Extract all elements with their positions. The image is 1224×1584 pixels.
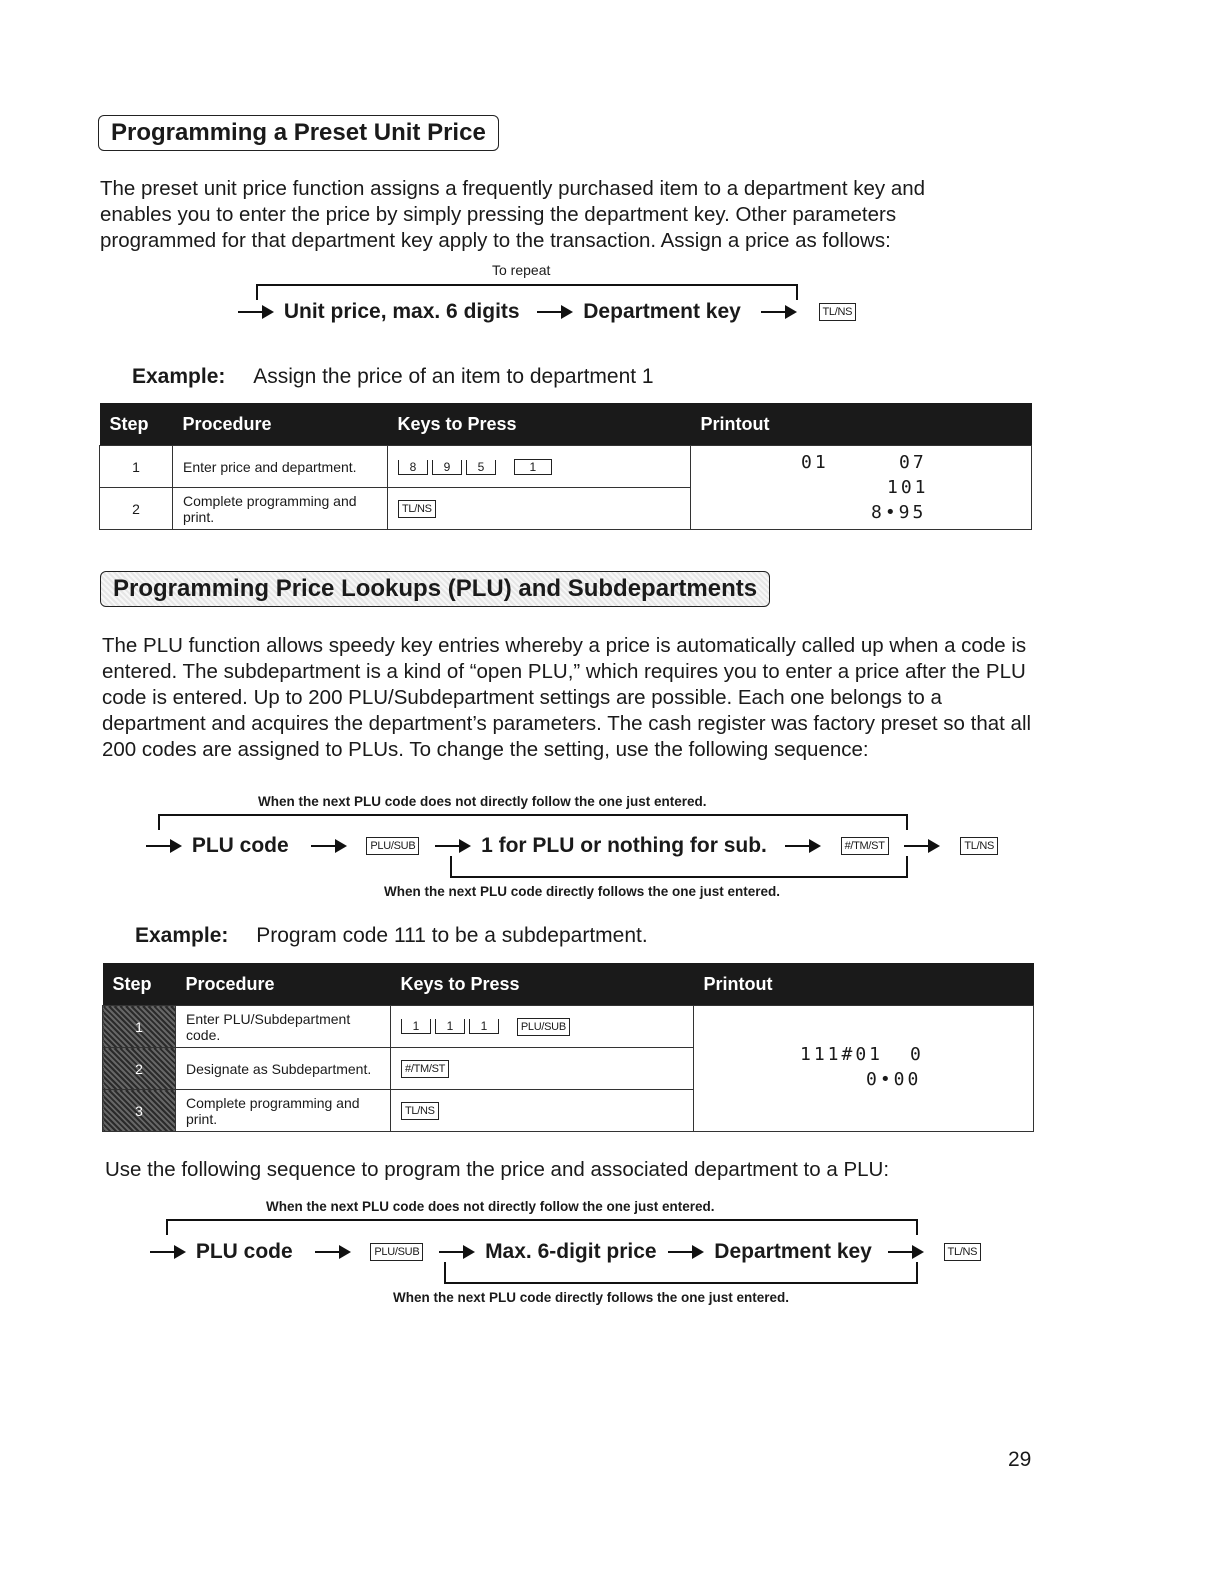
table-row [103,1006,1034,1048]
arrow-icon [435,845,469,847]
arrow-icon [904,845,938,847]
arrow-icon [238,311,272,313]
page-number: 29 [1008,1448,1032,1471]
flow-step-plu-or-sub: 1 for PLU or nothing for sub. [481,834,767,857]
printout-cell [694,1006,1034,1132]
flow-bottom-label: When the next PLU code directly follows the one just entered. [384,884,781,899]
example-2 [135,924,648,948]
procedure-text: Complete programming and print. [173,488,388,530]
arrow-icon [888,1251,922,1253]
printout-line: 101 [887,477,929,498]
printout-line: 0•00 [866,1068,922,1090]
arrow-icon [150,1251,184,1253]
flow-step-department-key: Department key [714,1240,872,1263]
flow-step-plu-code: PLU code [195,1240,293,1263]
example-label: Example: [135,924,229,947]
flow-step-price: Max. 6-digit price [485,1240,657,1263]
plu-paragraph: The PLU function allows speedy key entries whereby a price is automatically called up when a code is entered. The subdepartment is a kind of “open PLU,” which requires you to enter a price after the PLU code is entered. Up to 200 PLU/Subdepartment settings are possible. Each one belongs to a department and acquires the department’s parameters. The cash register was factory preset so that all 200 codes are assigned to PLUs. To change the setting, use the following sequence: [102,634,1032,761]
subdepartment-table [102,963,1034,1132]
loop-line-top [166,1219,918,1235]
printout-line: 8•95 [871,502,927,523]
plu-setting-flow [146,834,998,858]
col-header-step: Step [103,963,176,1006]
procedure-text: Designate as Subdepartment. [176,1048,391,1090]
example-1 [132,365,654,389]
col-header-procedure: Procedure [176,963,391,1006]
dept-1-key-icon: 1 [514,459,552,475]
arrow-icon [146,845,180,847]
preset-price-table [99,403,1032,530]
plu-price-paragraph: Use the following sequence to program the price and associated department to a PLU: [105,1158,890,1181]
tmst-key-icon: #/TM/ST [841,837,889,855]
key-1-icon: 1 [401,1019,431,1034]
arrow-icon [537,311,571,313]
plu-sub-key-icon: PLU/SUB [370,1243,423,1261]
arrow-icon [668,1251,702,1253]
arrow-icon [439,1251,473,1253]
tlns-key-icon: TL/NS [401,1102,439,1120]
key-1-icon: 1 [469,1019,499,1034]
repeat-label: To repeat [492,262,551,278]
loop-line-top [158,814,908,830]
flow-bottom-label: When the next PLU code directly follows the one just entered. [393,1290,790,1305]
plu-sub-key-icon: PLU/SUB [366,837,419,855]
step-number: 1 [100,446,173,488]
printout-cell [691,446,1032,530]
loop-line-bottom [444,1262,918,1284]
step-number: 2 [100,488,173,530]
col-header-printout: Printout [694,963,1034,1006]
repeat-loop-line [256,284,798,300]
example-text: Assign the price of an item to department 1 [253,365,654,388]
example-label: Example: [132,365,226,388]
intro-paragraph: The preset unit price function assigns a frequently purchased item to a department key and enables you to enter the price by simply pressing the department key. Other parameters programmed for that department key apply to the transaction. Assign a price as follows: [100,177,926,252]
flow-step-unit-price: Unit price, max. 6 digits [283,300,520,323]
flow-step-plu-code: PLU code [191,834,289,857]
printout-line: 07 [899,452,927,473]
arrow-icon [761,311,795,313]
keys-cell [391,1006,694,1048]
printout-line: 0 [910,1043,924,1065]
col-header-step: Step [100,403,173,446]
col-header-keys: Keys to Press [388,403,691,446]
step-number: 2 [103,1048,176,1090]
procedure-text: Complete programming and print. [176,1090,391,1132]
arrow-icon [311,845,345,847]
plu-price-flow [150,1240,981,1264]
flow-top-label: When the next PLU code does not directly follow the one just entered. [266,1199,715,1214]
col-header-keys: Keys to Press [391,963,694,1006]
key-5-icon: 5 [466,460,496,475]
printout-line: 01 [801,452,829,473]
col-header-procedure: Procedure [173,403,388,446]
procedure-text: Enter price and department. [173,446,388,488]
tlns-key-icon: TL/NS [944,1243,982,1261]
step-number: 1 [103,1006,176,1048]
tmst-key-icon: #/TM/ST [401,1060,449,1078]
tlns-key-icon: TL/NS [819,303,857,321]
plu-sub-key-icon: PLU/SUB [517,1018,570,1036]
example-text: Program code 111 to be a subdepartment. [256,924,648,947]
loop-line-bottom [450,856,908,878]
flow-step-department-key: Department key [583,300,741,323]
keys-cell [388,488,691,530]
flow-top-label: When the next PLU code does not directly follow the one just entered. [258,794,707,809]
key-1-icon: 1 [435,1019,465,1034]
section-heading-preset-price: Programming a Preset Unit Price [98,115,499,151]
section-heading-plu: Programming Price Lookups (PLU) and Subdepartments [100,571,770,607]
key-9-icon: 9 [432,460,462,475]
keys-cell [391,1090,694,1132]
procedure-text: Enter PLU/Subdepartment code. [176,1006,391,1048]
col-header-printout: Printout [691,403,1032,446]
arrow-icon [315,1251,349,1253]
key-8-icon: 8 [398,460,428,475]
preset-price-flow [238,300,856,324]
keys-cell [391,1048,694,1090]
tlns-key-icon: TL/NS [398,500,436,518]
step-number: 3 [103,1090,176,1132]
printout-line: 111#01 [800,1043,884,1065]
keys-cell [388,446,691,488]
tlns-key-icon: TL/NS [960,837,998,855]
table-row [100,446,1032,488]
arrow-icon [785,845,819,847]
